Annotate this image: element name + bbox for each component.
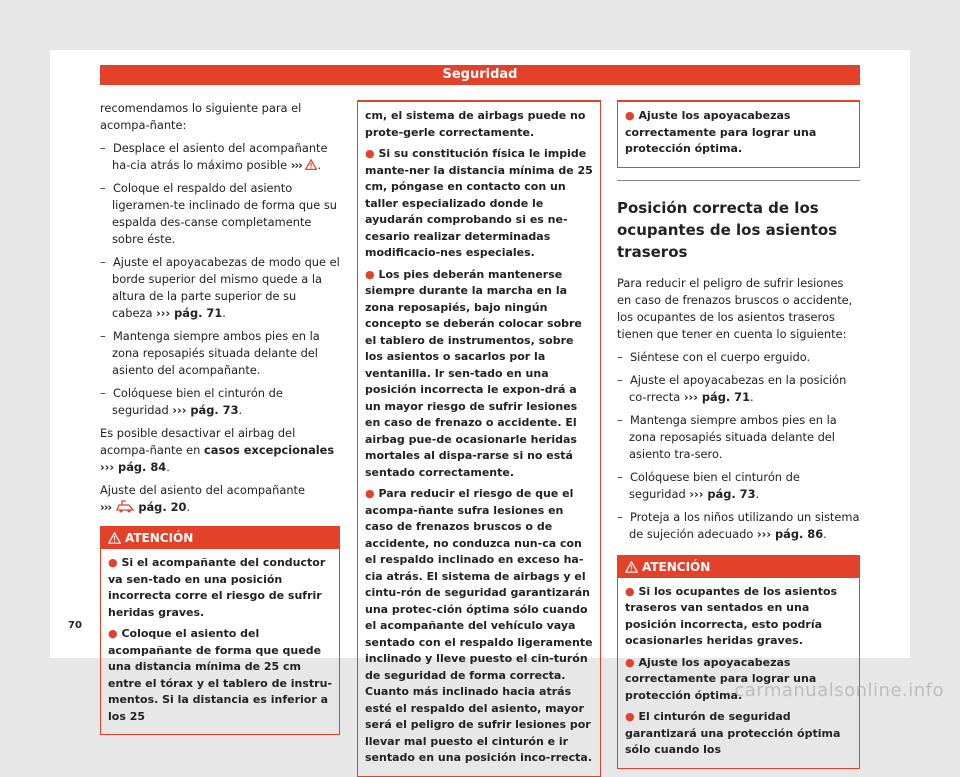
warning-body xyxy=(358,102,600,776)
warning-body xyxy=(618,578,859,768)
warning-bullet: ● Si los ocupantes de los asientos traseros van sentados en una posición incorrecta, esto podría ocasionarles heridas graves. xyxy=(625,584,838,647)
warning-bullet: ● Ajuste los apoyacabezas correctamente para lograr una protección óptima. xyxy=(625,109,817,155)
warning-box xyxy=(617,555,860,769)
warning-box xyxy=(100,526,340,735)
list-item: – Siéntese con el cuerpo erguido. xyxy=(617,349,811,364)
list-item: – Mantenga siempre ambos pies en la zona reposapiés situada delante del asiento tra-sero. xyxy=(617,412,837,461)
warning-bullet: ● Ajuste los apoyacabezas correctamente para lograr una protección óptima. xyxy=(625,655,817,702)
page-link[interactable]: ››› pág. 71 xyxy=(156,306,223,320)
list-item: – Ajuste el apoyacabezas en la posición co-rrecta ››› pág. 71. xyxy=(617,372,847,404)
list-item: – Desplace el asiento del acompañante ha-cia atrás lo máximo posible ››› . xyxy=(100,141,328,172)
page-link[interactable]: ››› pág. 84 xyxy=(100,460,167,474)
page-link[interactable]: ››› pág. 73 xyxy=(689,486,756,501)
page-link[interactable]: ››› pág. 71 xyxy=(683,389,750,404)
warning-header: ATENCIÓN xyxy=(101,527,339,549)
section-heading: Posición correcta de los ocupantes de los asientos traseros xyxy=(617,198,838,261)
warning-triangle-icon xyxy=(108,532,121,544)
column-middle xyxy=(357,100,601,777)
warning-bullet: ● El cinturón de seguridad garantizará una protección óptima sólo cuando los xyxy=(625,710,841,756)
list-item: – Mantenga siempre ambos pies en la zona reposapiés situada delante del asiento del acompañante. xyxy=(100,329,320,377)
watermark: carmanualsonline.info xyxy=(734,680,944,701)
car-seat-icon xyxy=(115,500,135,513)
warning-triangle-icon xyxy=(625,561,638,573)
warning-body xyxy=(101,549,339,734)
list-item: – Colóquese bien el cinturón de seguridad ››› pág. 73. xyxy=(617,469,800,501)
list-item: – Proteja a los niños utilizando un sistema de sujeción adecuado ››› pág. 86. xyxy=(617,509,860,541)
page-link[interactable]: ››› pág. 86 xyxy=(756,526,824,541)
warning-text: cm, el sistema de airbags puede no prote-gerle correctamente. xyxy=(365,109,586,139)
warning-bullet: ● Los pies deberán mantenerse siempre durante la marcha en la zona reposapiés, bajo ningún concepto se deberán colocar sobre el tablero de instrumentos, sobre los asientos o sacarlos por la ventanilla. Ir sen-tado en una posición incorrecta le expon-drá a un mayor riesgo de sufrir lesiones en caso de frenazo o accidente. El airbag pue-de ocasionarle heridas mortales al dispa-rarse si no está sentado correctamente. xyxy=(365,267,582,479)
section-divider xyxy=(617,180,860,181)
column-left xyxy=(100,100,340,735)
warning-box-continued xyxy=(617,100,860,168)
warning-body xyxy=(618,102,859,167)
warning-bullet: ● Si el acompañante del conductor va sen-tado en una posición incorrecta corre el riesgo de sufrir heridas graves. xyxy=(108,556,326,619)
warning-bullet: ● Para reducir el riesgo de que el acompa-ñante sufra lesiones en caso de frenazos bruscos o de accidente, no conduzca nun-ca con el respaldo inclinado en exceso ha-cia atrás. El sistema de airbags y el cintu-rón de seguridad garantizarán una protec-ción óptima sólo cuando el acompañante del vehículo vaya sentado con el respaldo ligeramente inclinado y lleve puesto el cin-turón de seguridad de forma correcta. Cuanto más inclinado hacia atrás esté el respaldo del asiento, mayor será el peligro de sufrir lesiones por llevar mal puesto el cinturón e ir sentado en una posición inco-rrecta. xyxy=(365,487,593,764)
warning-bullet: ● Si su constitución física le impide mante-ner la distancia mínima de 25 cm, póngase en contacto con un taller especializado donde le ayudarán comprobando si es ne-cesario realizar determinadas modificacio-nes especiales. xyxy=(365,147,593,259)
page-link[interactable]: ››› pág. 73 xyxy=(172,403,239,417)
warning-header: ATENCIÓN xyxy=(618,556,859,578)
page-number: 70 xyxy=(68,620,82,631)
column-right xyxy=(617,100,860,769)
paragraph: Ajuste del asiento del acompañante ››› pág. 20. xyxy=(100,483,306,514)
paragraph: Es posible desactivar el airbag del acompa-ñante en casos excepcionales ››› pág. 84. xyxy=(100,426,335,474)
list-item: – Coloque el respaldo del asiento ligeramen-te inclinado de forma que su espalda des-canse completamente sobre éste. xyxy=(100,181,338,246)
intro-text: Para reducir el peligro de sufrir lesiones en caso de frenazos bruscos o accidente, los ocupantes de los asientos traseros tienen que tener en cuenta lo siguiente: xyxy=(617,275,853,341)
list-item: – Ajuste el apoyacabezas de modo que el borde superior del mismo quede a la altura de la parte superior de su cabeza ››› pág. 71. xyxy=(100,255,340,320)
section-banner: Seguridad xyxy=(100,65,860,85)
list-item: – Colóquese bien el cinturón de seguridad ››› pág. 73. xyxy=(100,386,283,417)
warning-box-continued xyxy=(357,100,601,777)
intro-text: recomendamos lo siguiente para el acompa-ñante: xyxy=(100,101,302,132)
warning-triangle-icon xyxy=(305,159,317,170)
warning-bullet: ● Coloque el asiento del acompañante de forma que quede una distancia mínima de 25 cm entre el tórax y el tablero de instru-mentos. Si la distancia es inferior a los 25 xyxy=(108,627,332,723)
page-link[interactable]: pág. 20 xyxy=(138,500,187,514)
